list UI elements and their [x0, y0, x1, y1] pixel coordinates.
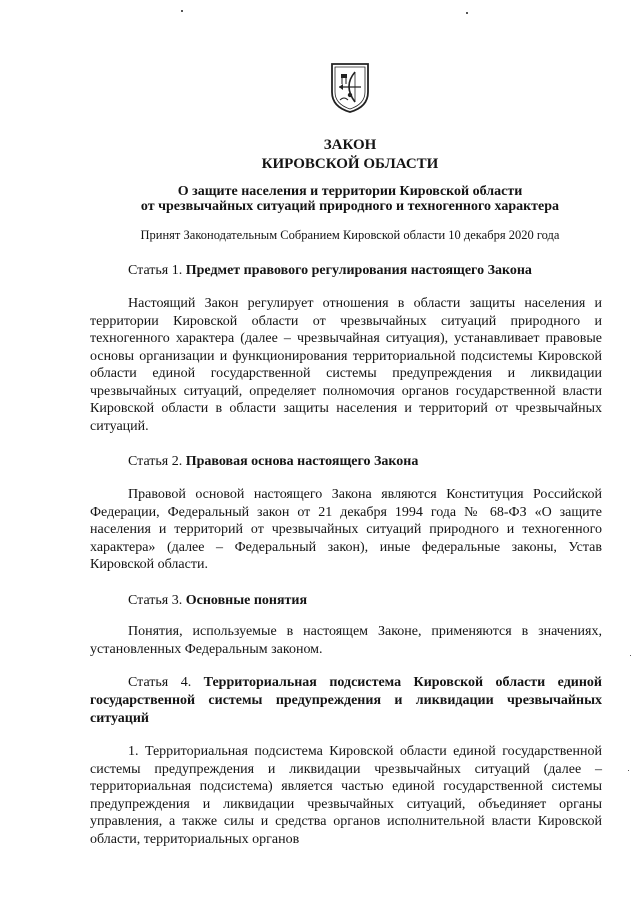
law-subtitle: [90, 184, 610, 214]
article-1-title: Предмет правового регулирования настоящего Закона: [185, 263, 532, 278]
article-1-text: Настоящий Закон регулирует отношения в области защиты населения и территории Кировской области от чрезвычайных ситуаций природного и техногенного характера (далее – чрезвычайная ситуация), устанавливает правовые основы организации и функционирования территориальной подсистемы Кировской области единой государственной системы предупреждения и ликвидации чрезвычайных ситуаций, определяет полномочия органов государственной власти Кировской области в области защиты населения и территорий от чрезвычайных ситуаций.: [90, 296, 602, 434]
scan-speck: [181, 10, 183, 12]
scan-speck: [630, 655, 631, 656]
article-2-prefix: Статья 2.: [128, 454, 186, 469]
article-4-prefix: Статья 4.: [128, 675, 204, 690]
law-subtitle-line1: О защите населения и территории Кировской области: [177, 184, 523, 199]
article-1-prefix: Статья 1.: [128, 263, 186, 278]
article-2-title: Правовая основа настоящего Закона: [185, 454, 419, 469]
law-subtitle-line2: от чрезвычайных ситуаций природного и техногенного характера: [140, 199, 560, 214]
article-2-heading: [90, 453, 602, 470]
article-3-title: Основные понятия: [185, 593, 308, 608]
law-heading-line2: КИРОВСКОЙ ОБЛАСТИ: [261, 156, 439, 172]
law-heading-line1: ЗАКОН: [323, 137, 377, 153]
article-1-heading: [90, 262, 602, 279]
article-4-title: Территориальная подсистема Кировской области единой государственной системы предупреждения и ликвидации чрезвычайных ситуаций: [90, 675, 602, 726]
scan-speck: [628, 770, 629, 771]
coat-of-arms-icon: [329, 62, 371, 114]
article-3-prefix: Статья 3.: [128, 593, 186, 608]
article-3-heading: [90, 592, 602, 609]
adoption-note: Принят Законодательным Собранием Кировской области 10 декабря 2020 года: [140, 228, 560, 242]
scan-speck: [466, 12, 468, 14]
article-4-heading: [90, 674, 602, 728]
article-2-text: Правовой основой настоящего Закона являются Конституция Российской Федерации, Федеральный закон от 21 декабря 1994 года № 68-ФЗ «О защите населения и территорий от чрезвычайных ситуаций природного и техногенного характера» (далее – Федеральный закон), иные федеральные законы, Устав Кировской области.: [90, 487, 602, 572]
article-3-text: Понятия, используемые в настоящем Законе, применяются в значениях, установленных Федеральным законом.: [90, 624, 602, 657]
article-4-text: 1. Территориальная подсистема Кировской области единой государственной системы предупреждения и ликвидации чрезвычайных ситуаций (далее – территориальная подсистема) является частью единой государственной системы предупреждения и ликвидации чрезвычайных ситуаций, объединяет органы управления, а также силы и средства органов исполнительной власти Кировской области, территориальных органов: [90, 744, 602, 847]
law-heading: [90, 136, 610, 174]
